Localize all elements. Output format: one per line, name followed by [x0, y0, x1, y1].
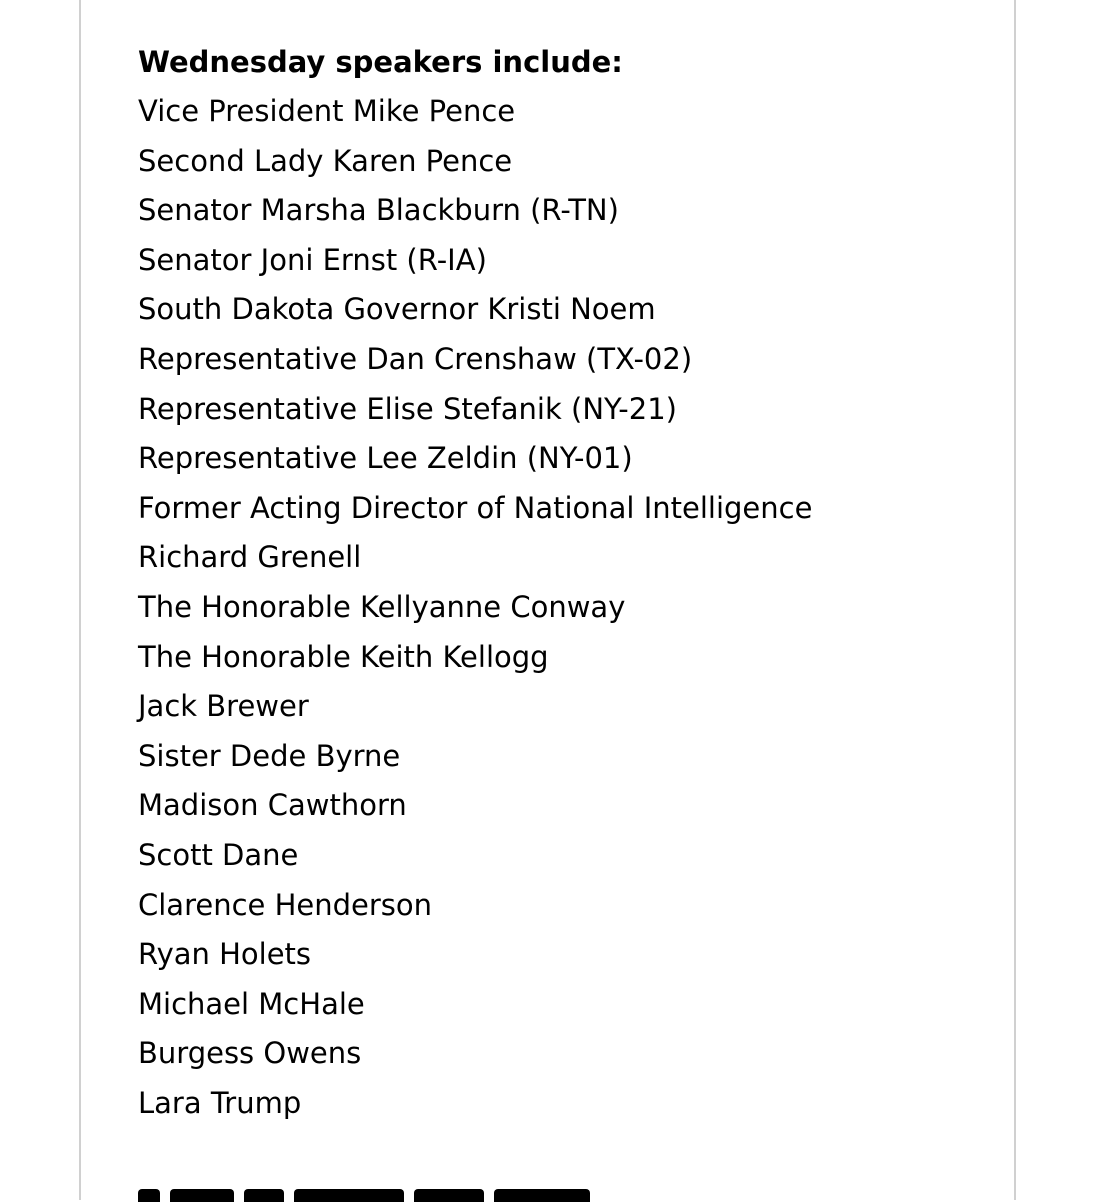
speaker-item: South Dakota Governor Kristi Noem [138, 292, 656, 327]
speaker-item: Sister Dede Byrne [138, 738, 401, 773]
speakers-section [138, 37, 998, 1128]
speaker-list [138, 87, 998, 1128]
speaker-item: Representative Lee Zeldin (NY-01) [138, 441, 633, 476]
speaker-item: Senator Marsha Blackburn (R-TN) [138, 193, 619, 228]
speaker-item: Burgess Owens [138, 1036, 362, 1071]
speaker-item: Lara Trump [138, 1085, 302, 1120]
speaker-item: Scott Dane [138, 837, 299, 872]
speaker-item: The Honorable Keith Kellogg [138, 639, 549, 674]
speaker-item: Senator Joni Ernst (R-IA) [138, 242, 487, 277]
speaker-item: Clarence Henderson [138, 887, 433, 922]
speaker-item: Madison Cawthorn [138, 788, 407, 823]
speaker-item: Richard Grenell [138, 540, 362, 575]
speaker-item: The Honorable Kellyanne Conway [138, 589, 626, 624]
speaker-item: Second Lady Karen Pence [138, 143, 513, 178]
speaker-item: Ryan Holets [138, 937, 312, 972]
speaker-item: Former Acting Director of National Intelligence [138, 490, 813, 525]
section-heading: Wednesday speakers include: [138, 45, 623, 79]
speaker-item: Vice President Mike Pence [138, 94, 516, 128]
speaker-item: Representative Dan Crenshaw (TX-02) [138, 341, 693, 376]
speaker-item: Jack Brewer [138, 689, 309, 724]
speaker-item: Michael McHale [138, 986, 365, 1021]
speaker-item: Representative Elise Stefanik (NY-21) [138, 391, 677, 426]
